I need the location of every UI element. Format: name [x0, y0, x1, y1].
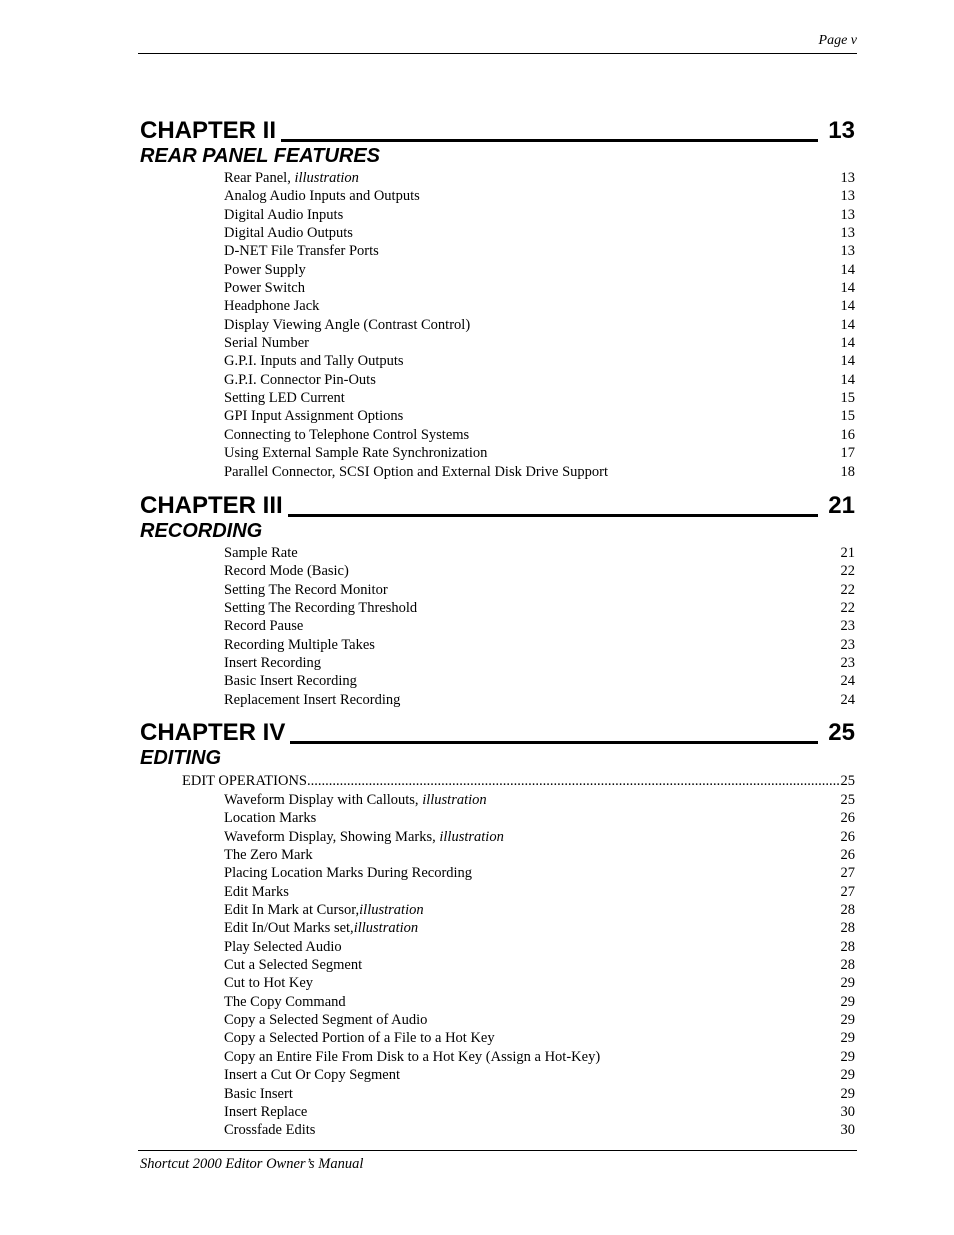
chapter-page: 21: [828, 492, 855, 519]
entry-title: Basic Insert: [224, 1085, 293, 1102]
entry-title: Insert Recording: [224, 655, 322, 672]
toc-section-edit-operations[interactable]: [140, 771, 855, 791]
toc-entry[interactable]: [140, 846, 855, 864]
toc-entry[interactable]: [140, 444, 855, 462]
entry-page: 24: [840, 673, 855, 690]
entry-title-italic: illustration: [422, 792, 487, 808]
entry-title: Waveform Display, Showing Marks,: [224, 828, 440, 845]
toc-entry[interactable]: [140, 242, 855, 260]
toc-entry[interactable]: [140, 389, 855, 407]
toc-entry[interactable]: [140, 1121, 855, 1139]
entry-page: 24: [840, 691, 855, 708]
entry-title: Copy an Entire File From Disk to a Hot Key (Assign a Hot-Key): [224, 1048, 601, 1065]
toc-entry[interactable]: [140, 883, 855, 901]
toc-entry[interactable]: [140, 1048, 855, 1066]
toc-entry[interactable]: [140, 463, 855, 481]
entry-page: 27: [840, 883, 855, 900]
entry-title: Power Switch: [224, 280, 305, 297]
entry-title: Sample Rate: [224, 545, 298, 561]
entry-page: 22: [840, 563, 855, 580]
toc-entry[interactable]: [140, 974, 855, 992]
entry-title: Setting LED Current: [224, 390, 345, 407]
entry-title: Setting The Recording Threshold: [224, 600, 418, 617]
toc-entry[interactable]: [140, 654, 855, 672]
entry-page: 15: [840, 390, 855, 407]
toc-entry[interactable]: [140, 672, 855, 690]
toc-entry[interactable]: [140, 581, 855, 599]
entry-title: Record Pause: [224, 618, 304, 635]
entry-title: Digital Audio Inputs: [224, 206, 344, 223]
entry-page: 29: [840, 1048, 855, 1065]
entry-page: 14: [840, 335, 855, 352]
entry-title: Connecting to Telephone Control Systems: [224, 426, 470, 443]
entry-page: 26: [840, 828, 855, 845]
entry-title: Basic Insert Recording: [224, 673, 357, 690]
toc-entry[interactable]: [140, 562, 855, 580]
page-number: Page v: [818, 33, 857, 48]
toc-entry[interactable]: [140, 809, 855, 827]
chapter-page: 13: [828, 117, 855, 144]
entry-title: The Zero Mark: [224, 847, 313, 864]
entry-title: Setting The Record Monitor: [224, 581, 388, 598]
entry-title: Power Supply: [224, 261, 306, 278]
entry-page: 13: [840, 188, 855, 205]
toc-entry[interactable]: [140, 1085, 855, 1103]
toc-entry[interactable]: [140, 828, 855, 846]
entry-title: G.P.I. Connector Pin-Outs: [224, 371, 376, 388]
toc-entry[interactable]: [140, 993, 855, 1011]
entry-page: 29: [840, 1085, 855, 1102]
entry-page: 13: [840, 225, 855, 242]
entry-page: 21: [840, 545, 855, 561]
toc-entry[interactable]: [140, 864, 855, 882]
toc-entry[interactable]: [140, 407, 855, 425]
entry-title: Crossfade Edits: [224, 1122, 316, 1139]
chapter-subtitle: EDITING: [140, 747, 222, 769]
entry-page: 29: [840, 1067, 855, 1084]
entry-title: Replacement Insert Recording: [224, 691, 401, 708]
entry-title: Waveform Display with Callouts,: [224, 792, 423, 808]
entry-page: 14: [840, 371, 855, 388]
entry-title: Recording Multiple Takes: [224, 636, 375, 653]
chapter-heading[interactable]: [140, 712, 855, 746]
entry-page: 22: [840, 581, 855, 598]
entry-page: 29: [840, 975, 855, 992]
toc-entry[interactable]: [140, 1103, 855, 1121]
toc-entry[interactable]: [140, 1066, 855, 1084]
toc-entry[interactable]: [140, 187, 855, 205]
toc-entry[interactable]: [140, 426, 855, 444]
entry-title: Rear Panel,: [224, 170, 295, 186]
toc-entry[interactable]: [140, 636, 855, 654]
entry-page: 18: [840, 463, 855, 480]
entry-page: 14: [840, 261, 855, 278]
entry-page: 28: [840, 957, 855, 974]
toc-entry[interactable]: [140, 691, 855, 709]
chapter-rule: [288, 514, 819, 517]
chapter-rule: [281, 139, 818, 142]
entry-title: GPI Input Assignment Options: [224, 408, 404, 425]
chapter-block-3: [140, 485, 855, 709]
entry-page: 30: [840, 1122, 855, 1139]
entry-page: 25: [840, 792, 855, 808]
entry-title: Digital Audio Outputs: [224, 225, 353, 242]
entry-title: Cut to Hot Key: [224, 975, 314, 992]
chapter-subtitle: REAR PANEL FEATURES: [140, 145, 381, 167]
toc-entry[interactable]: [140, 791, 855, 809]
entry-title-italic: illustration: [353, 920, 419, 937]
entry-title: Edit In/Out Marks set,: [224, 920, 354, 937]
footer-title: Shortcut 2000 Editor Owner’s Manual: [140, 1156, 364, 1172]
toc-entry[interactable]: [140, 297, 855, 315]
entry-title: Serial Number: [224, 335, 309, 352]
entry-page: 23: [840, 618, 855, 635]
toc-entry[interactable]: [140, 206, 855, 224]
entry-title: Cut a Selected Segment: [224, 957, 363, 974]
entry-title: Edit In Mark at Cursor,: [224, 902, 360, 919]
toc-entry[interactable]: [140, 919, 855, 937]
entry-page: 29: [840, 1030, 855, 1047]
chapter-rule: [290, 741, 818, 744]
entry-title: Copy a Selected Segment of Audio: [224, 1012, 428, 1029]
toc-entry[interactable]: [140, 901, 855, 919]
entry-page: 22: [840, 600, 855, 617]
page-header: [138, 33, 857, 54]
entry-title: Placing Location Marks During Recording: [224, 865, 473, 882]
entry-page: 26: [840, 810, 855, 827]
chapter-title: CHAPTER III: [140, 492, 283, 519]
entry-title: Play Selected Audio: [224, 938, 342, 955]
entry-page: 27: [840, 865, 855, 882]
entry-page: 13: [840, 243, 855, 260]
chapter-page: 25: [828, 719, 855, 746]
entry-page: 14: [840, 316, 855, 333]
toc-entries: [140, 544, 855, 709]
entry-title: Headphone Jack: [224, 298, 320, 315]
chapter-heading[interactable]: [140, 485, 855, 519]
entry-page: 16: [840, 426, 855, 443]
toc-entry[interactable]: [140, 1029, 855, 1047]
entry-title: Record Mode (Basic): [224, 563, 349, 580]
entry-page: 29: [840, 1012, 855, 1029]
toc-entry[interactable]: [140, 352, 855, 370]
section-label: EDIT OPERATIONS: [182, 773, 307, 789]
chapter-block-4: [140, 712, 855, 1140]
toc-entry[interactable]: [140, 371, 855, 389]
toc-entry[interactable]: [140, 334, 855, 352]
section-page: 25: [840, 773, 855, 789]
entry-title-italic: illustration: [439, 828, 504, 845]
toc-entry[interactable]: [140, 544, 855, 562]
entry-title: D-NET File Transfer Ports: [224, 243, 379, 260]
entry-title: Parallel Connector, SCSI Option and External Disk Drive Support: [224, 463, 609, 480]
toc-entry[interactable]: [140, 169, 855, 187]
entry-title: Insert Replace: [224, 1103, 308, 1120]
entry-page: 14: [840, 353, 855, 370]
entry-page: 28: [840, 902, 855, 919]
toc-entries: [140, 169, 855, 481]
entry-page: 13: [840, 206, 855, 223]
dot-leader: [307, 771, 841, 791]
entry-page: 28: [840, 938, 855, 955]
entry-title: The Copy Command: [224, 993, 346, 1010]
entry-page: 26: [840, 847, 855, 864]
entry-title: Insert a Cut Or Copy Segment: [224, 1067, 400, 1084]
entry-title: Analog Audio Inputs and Outputs: [224, 188, 420, 205]
entry-page: 14: [840, 298, 855, 315]
toc-entry[interactable]: [140, 224, 855, 242]
entry-page: 15: [840, 408, 855, 425]
page-footer: [138, 1150, 857, 1173]
entry-page: 30: [840, 1103, 855, 1120]
toc-entry[interactable]: [140, 956, 855, 974]
entry-title: Using External Sample Rate Synchronization: [224, 445, 488, 462]
entry-page: 29: [840, 993, 855, 1010]
chapter-title: CHAPTER II: [140, 117, 277, 144]
toc-entry[interactable]: [140, 599, 855, 617]
toc-entries: [140, 791, 855, 1140]
entry-title: Copy a Selected Portion of a File to a Hot Key: [224, 1030, 495, 1047]
chapter-title: CHAPTER IV: [140, 719, 286, 746]
entry-page: 17: [840, 445, 855, 462]
chapter-block-2: [140, 110, 855, 481]
chapter-subtitle: RECORDING: [140, 520, 263, 542]
entry-title: Location Marks: [224, 810, 317, 827]
toc-entry[interactable]: [140, 279, 855, 297]
chapter-heading[interactable]: [140, 110, 855, 144]
entry-title: G.P.I. Inputs and Tally Outputs: [224, 353, 404, 370]
toc-entry[interactable]: [140, 261, 855, 279]
toc-entry[interactable]: [140, 1011, 855, 1029]
toc-entry[interactable]: [140, 617, 855, 635]
entry-title: Edit Marks: [224, 883, 289, 900]
entry-page: 13: [840, 170, 855, 186]
entry-title-italic: illustration: [359, 902, 424, 919]
entry-page: 28: [840, 920, 855, 937]
entry-page: 23: [840, 655, 855, 672]
entry-page: 23: [840, 636, 855, 653]
toc-entry[interactable]: [140, 938, 855, 956]
entry-title: Display Viewing Angle (Contrast Control): [224, 316, 471, 333]
entry-page: 14: [840, 280, 855, 297]
entry-title-italic: illustration: [294, 170, 359, 186]
toc-entry[interactable]: [140, 316, 855, 334]
